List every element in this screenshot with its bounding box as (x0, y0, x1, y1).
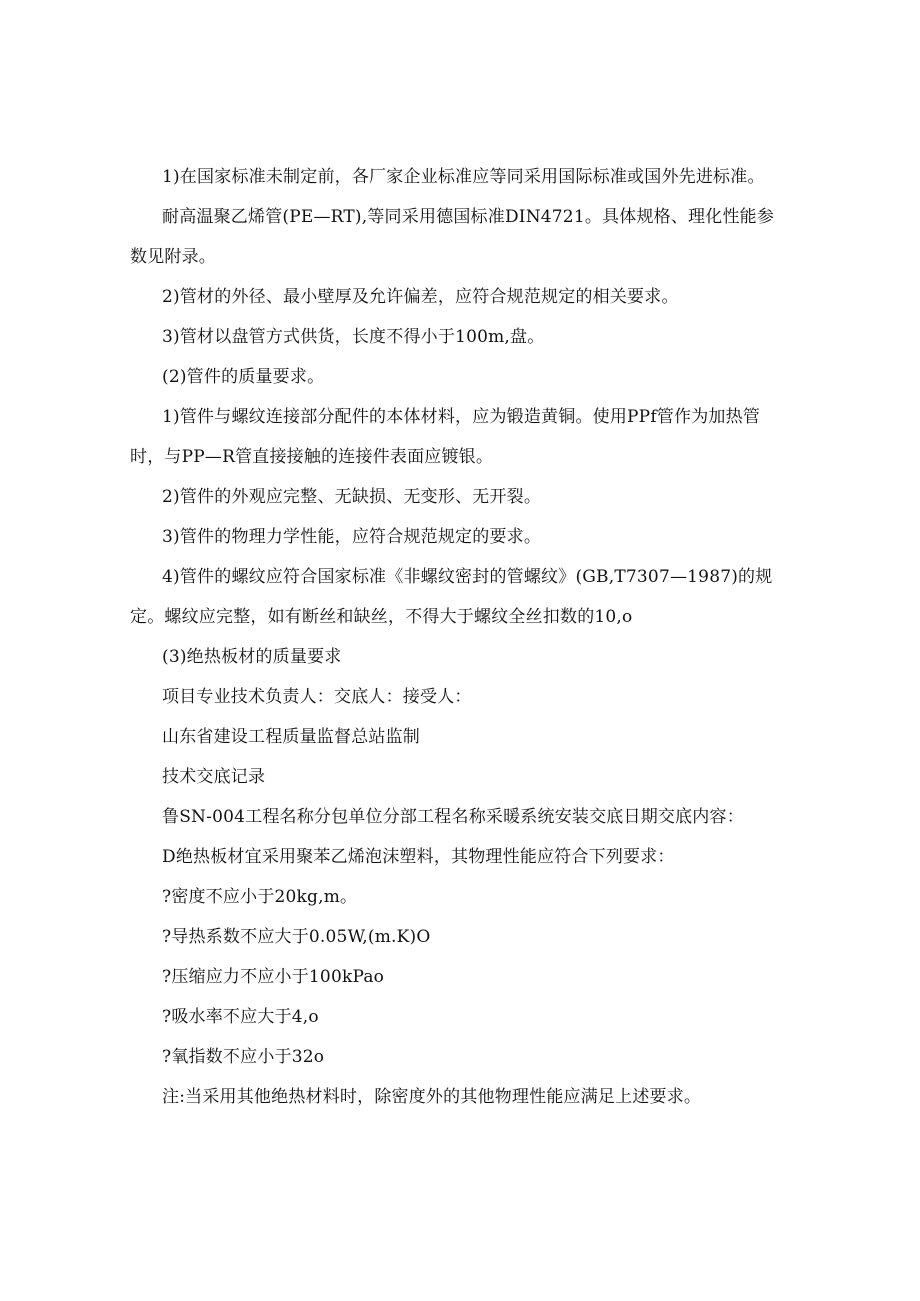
paragraph-14: 鲁SN-004工程名称分包单位分部工程名称采暖系统安装交底日期交底内容： (162, 807, 744, 827)
document-body (130, 157, 790, 1117)
paragraph-21: 注:当采用其他绝热材料时，除密度外的其他物理性能应满足上述要求。 (162, 1087, 702, 1107)
paragraph-9: 4)管件的螺纹应符合国家标准《非螺纹密封的管螺纹》(GB,T7307—1987)的规定。螺纹应完整，如有断丝和缺丝，不得大于螺纹全丝扣数的10,o (130, 567, 773, 627)
paragraph-18: ?压缩应力不应小于100kPao (162, 967, 385, 987)
paragraph-5: (2)管件的质量要求。 (162, 367, 325, 387)
paragraph-13: 技术交底记录 (162, 767, 266, 787)
paragraph-7: 2)管件的外观应完整、无缺损、无变形、无开裂。 (162, 487, 542, 507)
paragraph-16: ?密度不应小于20kg,m。 (162, 887, 358, 907)
paragraph-2: 耐高温聚乙烯管(PE—RT),等同采用德国标准DIN4721。具体规格、理化性能参数见附录。 (130, 207, 775, 267)
paragraph-8: 3)管件的物理力学性能，应符合规范规定的要求。 (162, 527, 542, 547)
paragraph-10: (3)绝热板材的质量要求 (162, 647, 342, 667)
paragraph-4: 3)管材以盘管方式供货，长度不得小于100m,盘。 (162, 327, 545, 347)
paragraph-12: 山东省建设工程质量监督总站监制 (162, 727, 420, 747)
paragraph-11: 项目专业技术负责人：交底人：接受人： (162, 687, 472, 707)
paragraph-6: 1)管件与螺纹连接部分配件的本体材料，应为锻造黄铜。使用PPf管作为加热管时，与PP—R管直接接触的连接件表面应镀银。 (130, 407, 761, 467)
paragraph-20: ?氧指数不应小于32o (162, 1047, 325, 1067)
paragraph-19: ?吸水率不应大于4,o (162, 1007, 319, 1027)
paragraph-3: 2)管材的外径、最小壁厚及允许偏差，应符合规范规定的相关要求。 (162, 287, 679, 307)
paragraph-15: D绝热板材宜采用聚苯乙烯泡沫塑料，其物理性能应符合下列要求： (162, 847, 675, 867)
paragraph-1: 1)在国家标准未制定前，各厂家企业标准应等同采用国际标准或国外先进标准。 (162, 167, 765, 187)
paragraph-17: ?导热系数不应大于0.05W,(m.K)O (162, 927, 431, 947)
